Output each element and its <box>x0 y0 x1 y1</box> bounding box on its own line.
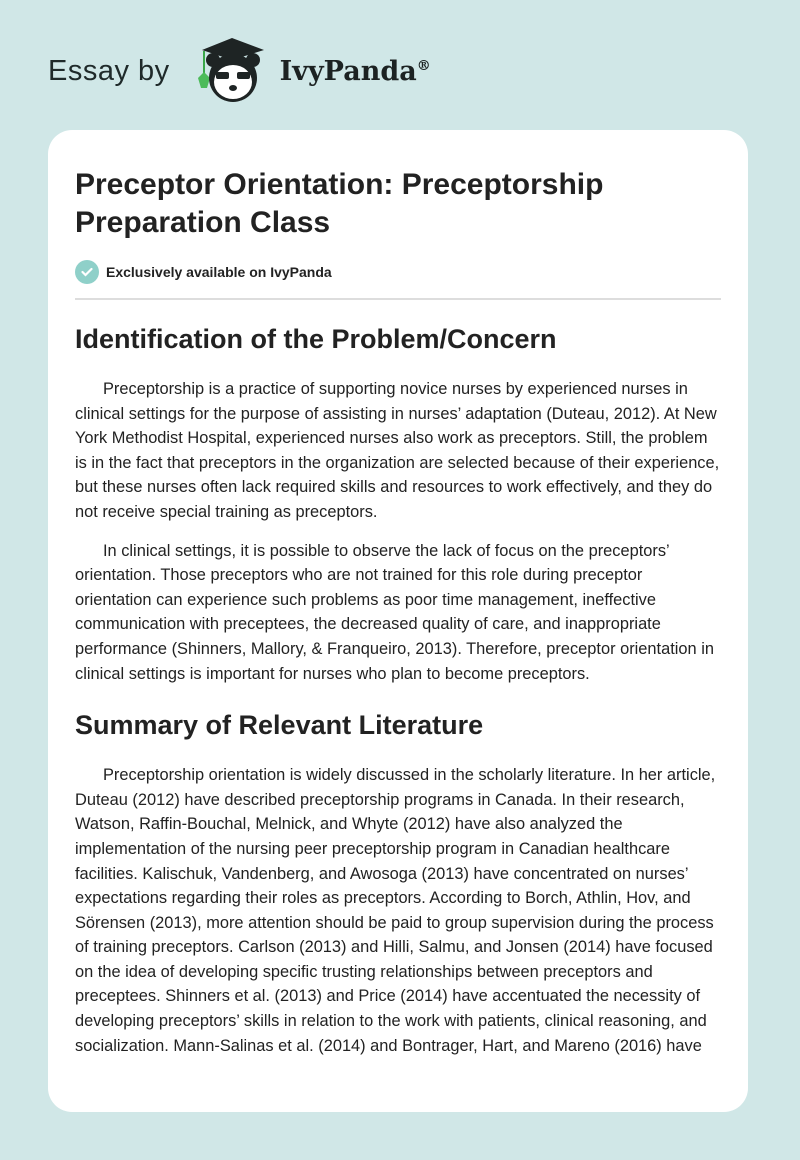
registered-mark: ® <box>416 57 431 74</box>
brand-text: IvyPanda <box>279 55 417 87</box>
panda-logo-icon <box>188 36 276 106</box>
essay-by-label: Essay by <box>48 54 170 87</box>
exclusive-text: Exclusively available on IvyPanda <box>106 264 332 280</box>
section-heading: Summary of Relevant Literature <box>75 710 484 741</box>
exclusive-badge <box>75 260 721 284</box>
article-title: Preceptor Orientation: Preceptorship Preparation Class <box>75 168 604 239</box>
divider <box>75 298 721 300</box>
paragraph: In clinical settings, it is possible to observe the lack of focus on the preceptors’ orientation. Those preceptors who are not trained for this role during preceptor orientation can experience such problems as poor time management, ineffective communication with preceptees, the decreased quality of care, and inappropriate performance (Shinners, Mallory, & Franqueiro, 2013). Therefore, preceptor orientation in clinical settings is important for nurses who plan to become preceptors. <box>75 541 714 683</box>
brand-name <box>280 56 431 87</box>
site-logo[interactable] <box>48 36 431 106</box>
paragraph: Preceptorship is a practice of supporting novice nurses by experienced nurses in clinical settings for the purpose of assisting in nurses’ adaptation (Duteau, 2012). At New York Methodist Hospital, experienced nurses also work as preceptors. Still, the problem is in the fact that preceptors in the organization are selected because of their experience, but these nurses often lack required skills and resources to work effectively, and they do not receive special training as preceptors. <box>75 380 720 521</box>
check-icon <box>75 260 99 284</box>
article-card <box>48 130 748 1112</box>
section-heading: Identification of the Problem/Concern <box>75 324 557 354</box>
paragraph: Preceptorship orientation is widely discussed in the scholarly literature. In her article, Duteau (2012) have described preceptorship programs in Canada. In their research, Watson, Raffin-Bouchal, Melnick, and Whyte (2012) have also analyzed the implementation of the nursing peer preceptorship program in Canadian healthcare facilities. Kalischuk, Vandenberg, and Awosoga (2013) have concentrated on nurses’ expectations regarding their roles as preceptors. According to Borch, Athlin, Hov, and Sörensen (2013), more attention should be paid to group supervision during the process of training preceptors. Carlson (2013) and Hilli, Salmu, and Jonsen (2014) have focused on the idea of developing specific trusting relationships between preceptors and preceptees. Shinners et al. (2013) and Price (2014) have accentuated the necessity of developing preceptors’ skills in relation to the work with patients, clinical reasoning, and socialization. Mann-Salinas et al. (2014) and Bontrager, Hart, and Mareno (2016) have <box>75 766 716 1055</box>
